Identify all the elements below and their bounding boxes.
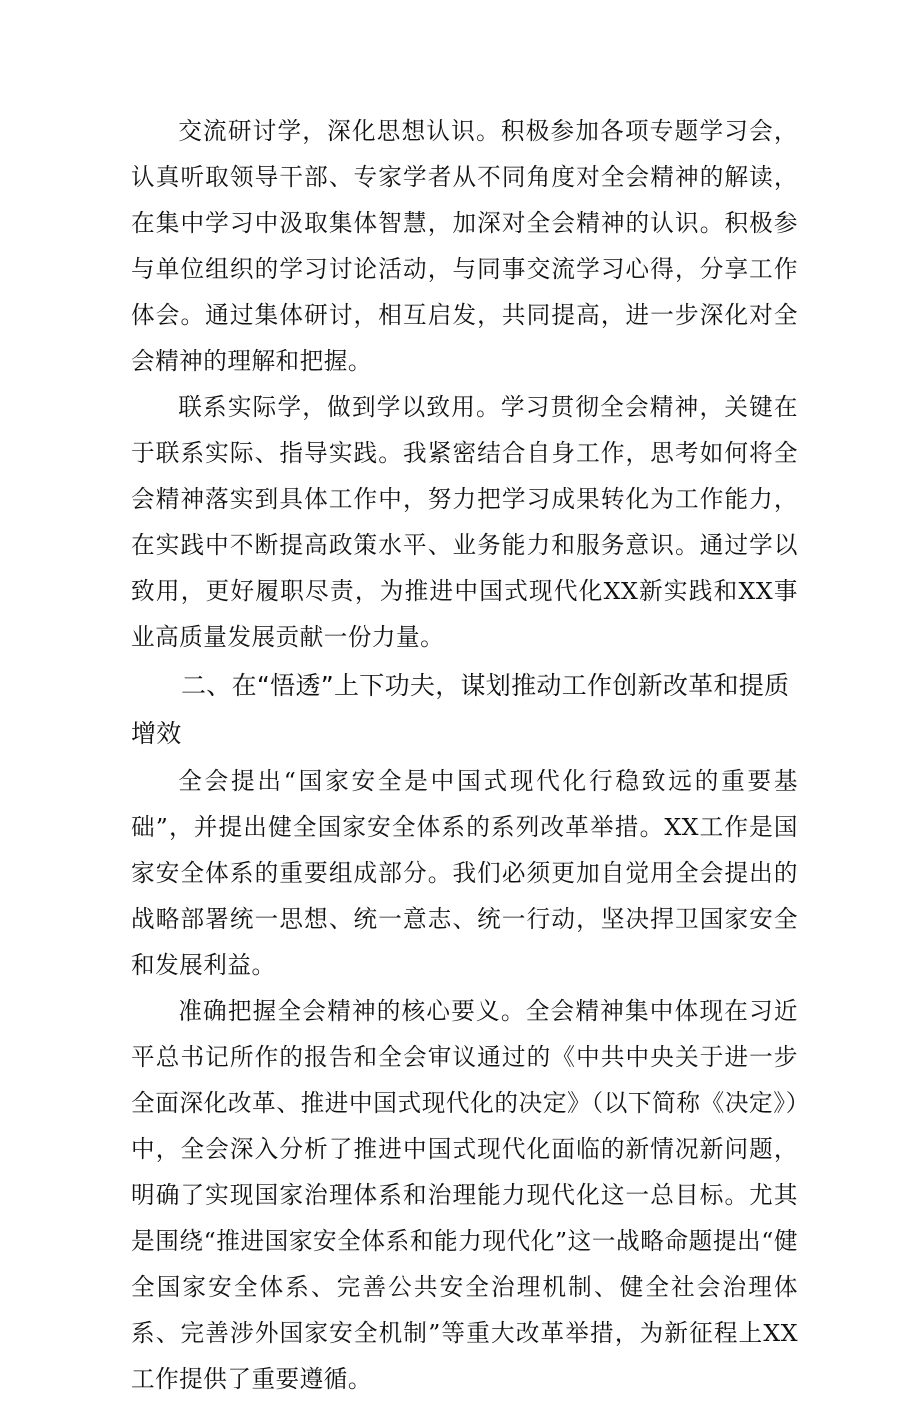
paragraph-core-essence: 准确把握全会精神的核心要义。全会精神集中体现在习近平总书记所作的报告和全会审议通过的《中共中央关于进一步全面深化改革、推进中国式现代化的决定》（以下简称《决定》）中，全会深入分析了推进中国式现代化面临的新情况新问题，明确了实现国家治理体系和治理能力现代化这一总目标。尤其是围绕“推进国家安全体系和能力现代化”这一战略命题提出“健全国家安全体系、完善公共安全治理机制、健全社会治理体系、完善涉外国家安全机制”等重大改革举措，为新征程上XX工作提供了重要遵循。 [131,997,798,1393]
paragraph-national-security: 全会提出“国家安全是中国式现代化行稳致远的重要基础”，并提出健全国家安全体系的系列改革举措。XX工作是国家安全体系的重要组成部分。我们必须更加自觉用全会提出的战略部署统一思想、统一意志、统一行动，坚决捍卫国家安全和发展利益。 [131,767,798,979]
paragraph-practical-study: 联系实际学，做到学以致用。学习贯彻全会精神，关键在于联系实际、指导实践。我紧密结合自身工作，思考如何将全会精神落实到具体工作中，努力把学习成果转化为工作能力，在实践中不断提高政策水平、业务能力和服务意识。通过学以致用，更好履职尽责，为推进中国式现代化XX新实践和XX事业高质量发展贡献一份力量。 [131,393,798,651]
paragraph-exchange-study: 交流研讨学，深化思想认识。积极参加各项专题学习会，认真听取领导干部、专家学者从不同角度对全会精神的解读，在集中学习中汲取集体智慧，加深对全会精神的认识。积极参与单位组织的学习讨论活动，与同事交流学习心得，分享工作体会。通过集体研讨，相互启发，共同提高，进一步深化对全会精神的理解和把握。 [131,117,798,375]
section-heading: 二、在“悟透”上下功夫，谋划推动工作创新改革和提质增效 [131,671,790,748]
